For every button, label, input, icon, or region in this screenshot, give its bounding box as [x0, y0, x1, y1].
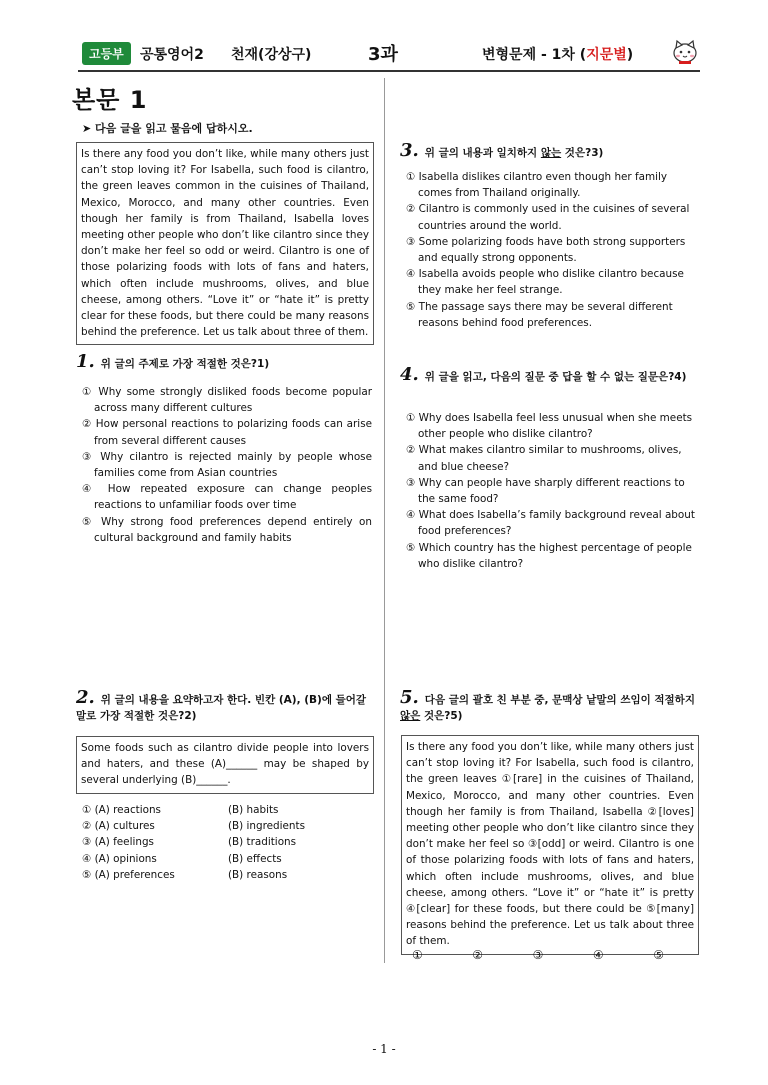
- lesson-label: 3과: [368, 44, 398, 65]
- reading-passage: Is there any food you don’t like, while many others just can’t stop loving it? For Isabella, such food is cilantro, the green leaves common in the cuisines of Thailand, Mexico, Morocco, and many other countries. Even though her family is from Thailand, Isabella loves meeting other people who don’t like cilantro since they don’t make her feel so odd or weird. Cilantro is one of those polarizing foods with lots of fans and haters, which often include mushrooms, olives, and blue cheese, among others. “Love it” or “hate it” is pretty clear for these foods, but there could be many reasons behind the preference. Let us talk about three of them.: [76, 142, 374, 345]
- question-5: 5. 다음 글의 괄호 친 부분 중, 문맥상 낱말의 쓰임이 적절하지 않은 것은?5): [400, 687, 695, 722]
- answer-option[interactable]: ⑤ Why strong food preferences depend entirely on cultural background and family habits: [82, 515, 372, 544]
- section-title: 본문 1: [72, 86, 148, 114]
- question-2-options: [82, 802, 372, 883]
- question-2: 2. 위 글의 내용을 요약하고자 한다. 빈칸 (A), (B)에 들어갈 말로 가장 적절한 것은?2): [76, 687, 367, 722]
- answer-option[interactable]: ③ (A) feelings (B) traditions: [82, 836, 297, 849]
- answer-option[interactable]: ③ Why cilantro is rejected mainly by people whose families come from Asian countries: [82, 450, 372, 480]
- question-4: 4. 위 글을 읽고, 다음의 질문 중 답을 할 수 없는 질문은?4): [400, 364, 687, 385]
- page-header: [78, 40, 698, 68]
- answer-choice[interactable]: ③: [532, 948, 544, 962]
- grade-badge: 고등부: [82, 42, 131, 65]
- answer-option[interactable]: ① Why does Isabella feel less unusual when she meets other people who dislike cilantro?: [406, 412, 693, 441]
- answer-option[interactable]: ② What makes cilantro similar to mushrooms, olives, and blue cheese?: [406, 444, 682, 473]
- answer-choice[interactable]: ①: [412, 948, 423, 962]
- column-divider: [384, 78, 385, 963]
- answer-choice[interactable]: ⑤: [653, 948, 664, 962]
- answer-option[interactable]: ① (A) reactions (B) habits: [82, 804, 279, 816]
- answer-option[interactable]: ⑤ The passage says there may be several different reasons behind food preferences.: [406, 300, 673, 329]
- answer-choice[interactable]: ②: [472, 948, 484, 962]
- page-number: - 1 -: [372, 1042, 396, 1056]
- answer-option[interactable]: ④ Isabella avoids people who dislike cilantro because they make her feel strange.: [406, 268, 684, 297]
- answer-option[interactable]: ⑤ (A) preferences (B) reasons: [82, 868, 288, 881]
- question-5-passage: Is there any food you don’t like, while many others just can’t stop loving it? For Isabella, such food is cilantro, the green leaves ①[rare] in the cuisines of Thailand, Mexico, Morocco, and many other countries. Even though her family is from Thailand, Isabella ②[loves] meeting other people who don’t like cilantro since they don’t make her feel so ③[odd] or weird. Cilantro is one of those polarizing foods with lots of fans and haters, which often include mushrooms, olives, and blue cheese, among others. “Love it” or “hate it” is pretty ④[clear] for these foods, but there could be ⑤[many] reasons behind the preference. Let us talk about three of them.: [401, 735, 699, 955]
- answer-option[interactable]: ③ Why can people have sharply different reactions to the same food?: [406, 476, 685, 506]
- subject-title: 공통영어2: [140, 47, 204, 63]
- question-3-options: [406, 169, 698, 331]
- answer-option[interactable]: ① Why some strongly disliked foods become popular across many different cultures: [82, 386, 372, 415]
- answer-option[interactable]: ② Cilantro is commonly used in the cuisines of several countries around the world.: [406, 203, 690, 232]
- question-4-options: [406, 410, 698, 572]
- publisher-label: 천재(강상구): [231, 47, 312, 63]
- header-divider: [78, 70, 700, 72]
- test-type-label: 변형문제 - 1차 (지문별): [482, 47, 634, 63]
- answer-option[interactable]: ② How personal reactions to polarizing foods can arise from several different causes: [82, 418, 372, 447]
- summary-box: Some foods such as cilantro divide people into lovers and haters, and these (A)______ may be shaped by several underlying (B)______.: [76, 736, 374, 794]
- question-5-choices: [412, 948, 692, 962]
- question-3: 3. 위 글의 내용과 일치하지 않는 것은?3): [400, 140, 604, 161]
- question-1: 1. 위 글의 주제로 가장 적절한 것은?1): [76, 351, 270, 372]
- answer-option[interactable]: ⑤ Which country has the highest percentage of people who dislike cilantro?: [406, 541, 692, 570]
- answer-option[interactable]: ④ (A) opinions (B) effects: [82, 852, 282, 865]
- cat-mascot-icon: [670, 36, 700, 66]
- answer-choice[interactable]: ④: [592, 948, 604, 962]
- answer-option[interactable]: ③ Some polarizing foods have both strong supporters and equally strong opponents.: [406, 235, 686, 265]
- answer-option[interactable]: ② (A) cultures (B) ingredients: [82, 820, 305, 833]
- answer-option[interactable]: ① Isabella dislikes cilantro even though her family comes from Thailand originally.: [406, 171, 668, 200]
- answer-option[interactable]: ④ What does Isabella’s family background reveal about food preferences?: [406, 509, 695, 538]
- question-1-options: [82, 384, 372, 546]
- instruction-text: ➤ 다음 글을 읽고 물음에 답하시오.: [82, 122, 253, 135]
- answer-option[interactable]: ④ How repeated exposure can change peoples reactions to unfamiliar foods over time: [82, 483, 372, 512]
